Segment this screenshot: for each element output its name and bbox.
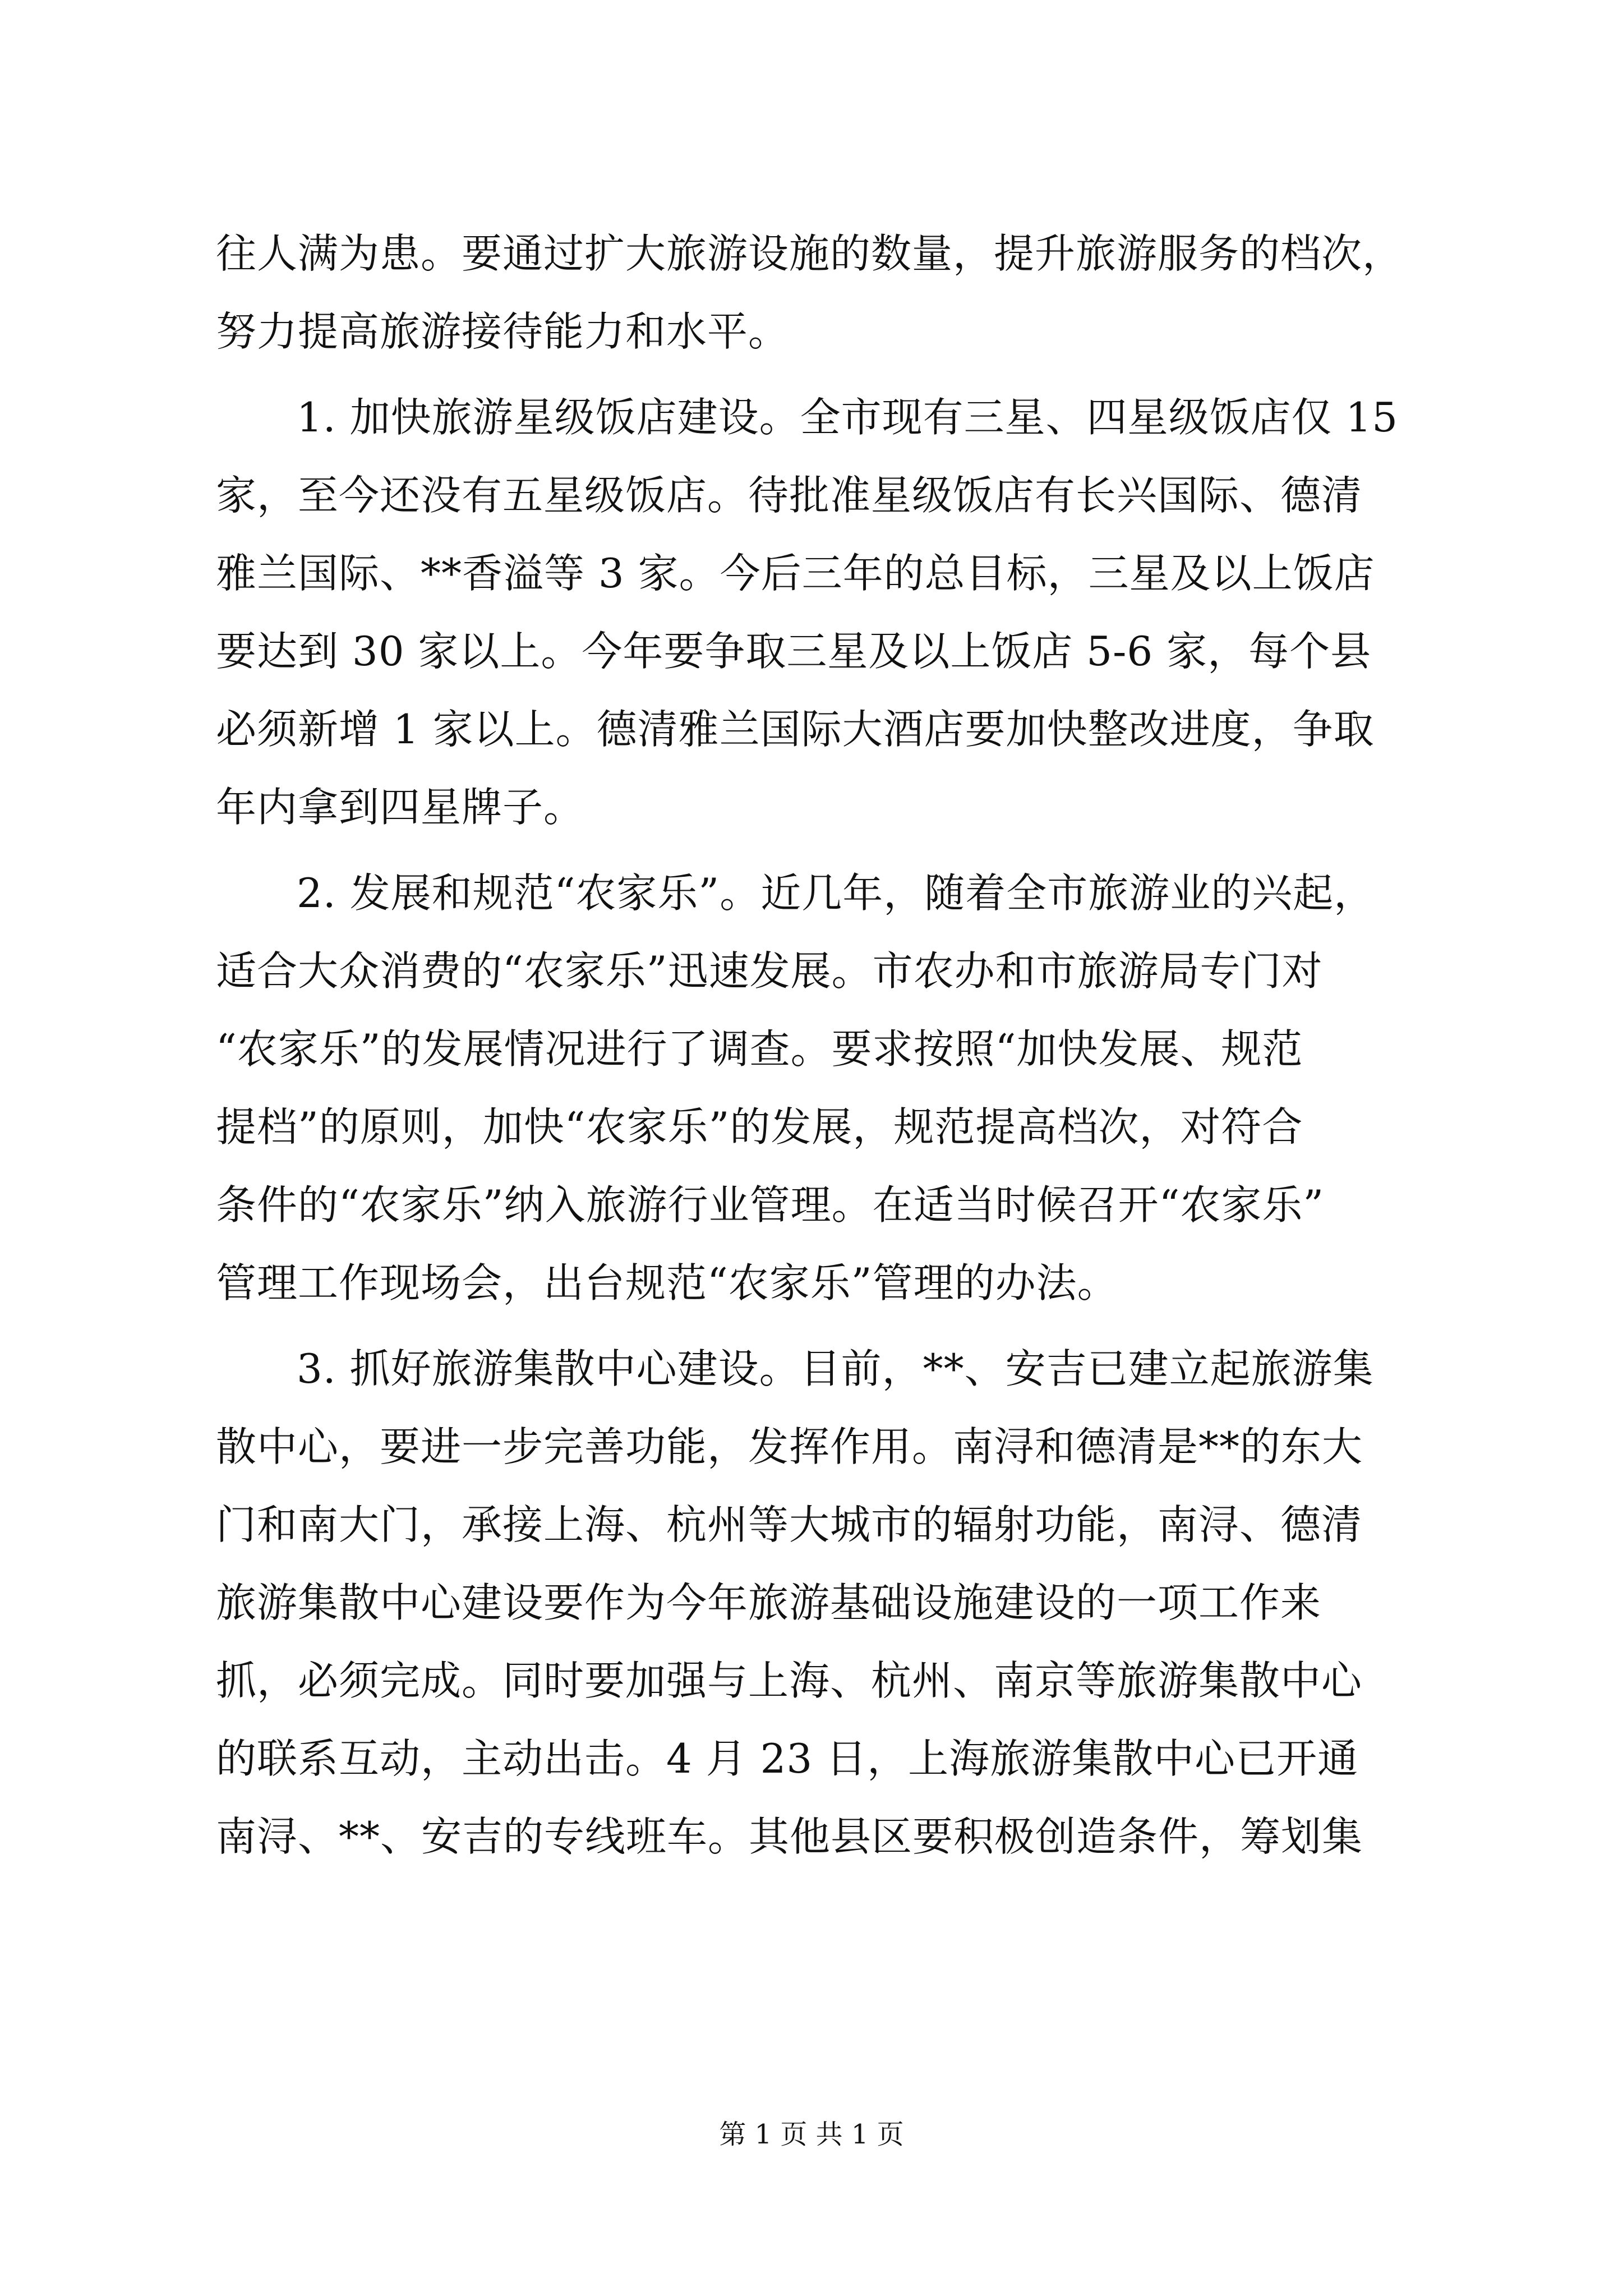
text-line: 雅兰国际、**香溢等 3 家。今后三年的总目标，三星及以上饭店 [216,550,1375,597]
paragraph-item-3 [216,1330,1419,1876]
text-line: 抓，必须完成。同时要加强与上海、杭州、南京等旅游集散中心 [216,1657,1363,1704]
paragraph-item-2 [216,854,1419,1322]
page-footer: 第 1 页 共 1 页 [719,2119,904,2150]
text-line: 旅游集散中心建设要作为今年旅游基础设施建设的一项工作来 [216,1579,1322,1626]
text-line: 1. 加快旅游星级饭店建设。全市现有三星、四星级饭店仅 15 [297,394,1399,441]
text-line: 的联系互动，主动出击。4 月 23 日，上海旅游集散中心已开通 [216,1735,1359,1782]
text-line: “农家乐”的发展情况进行了调查。要求按照“加快发展、规范 [216,1025,1303,1073]
text-line: 必须新增 1 家以上。德清雅兰国际大酒店要加快整改进度，争取 [216,706,1375,753]
text-line: 门和南大门，承接上海、杭州等大城市的辐射功能，南浔、德清 [216,1501,1363,1548]
document-body [216,215,1419,1876]
text-line: 努力提高旅游接待能力和水平。 [216,308,790,355]
text-line: 散中心，要进一步完善功能，发挥作用。南浔和德清是**的东大 [216,1423,1363,1470]
paragraph-intro [216,215,1419,371]
text-line: 要达到 30 家以上。今年要争取三星及以上饭店 5-6 家，每个县 [216,628,1372,675]
text-line: 南浔、**、安吉的专线班车。其他县区要积极创造条件，筹划集 [216,1813,1363,1860]
text-line: 管理工作现场会，出台规范“农家乐”管理的办法。 [216,1259,1118,1306]
paragraph-item-1 [216,379,1419,846]
text-line: 3. 抓好旅游集散中心建设。目前，**、安吉已建立起旅游集 [297,1345,1374,1392]
text-line: 家，至今还没有五星级饭店。待批准星级饭店有长兴国际、德清 [216,472,1363,519]
text-line: 往人满为患。要通过扩大旅游设施的数量，提升旅游服务的档次， [216,230,1404,277]
text-line: 提档”的原则，加快“农家乐”的发展，规范提高档次，对符合 [216,1103,1303,1151]
text-line: 年内拿到四星牌子。 [216,784,585,831]
text-line: 2. 发展和规范“农家乐”。近几年，随着全市旅游业的兴起， [297,869,1375,917]
text-line: 适合大众消费的“农家乐”迅速发展。市农办和市旅游局专门对 [216,947,1323,995]
text-line: 条件的“农家乐”纳入旅游行业管理。在适当时候召开“农家乐” [216,1181,1325,1228]
